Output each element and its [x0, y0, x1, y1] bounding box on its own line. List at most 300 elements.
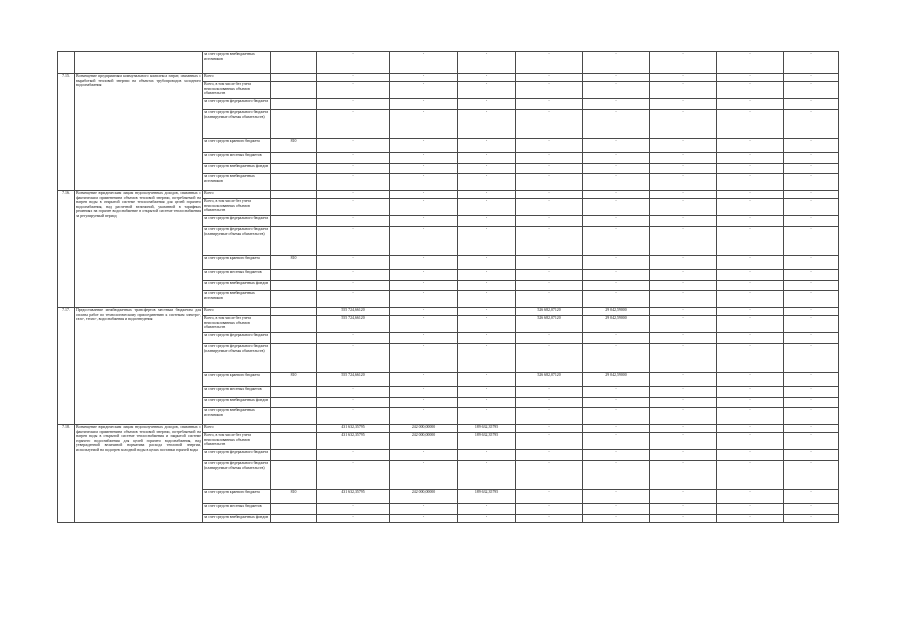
- value-cell: -: [583, 191, 650, 199]
- code-cell: [271, 515, 317, 523]
- value-cell: -: [717, 408, 784, 425]
- code-cell: [271, 308, 317, 316]
- value-cell: -: [317, 398, 390, 408]
- code-cell: [271, 74, 317, 82]
- value-cell: -: [516, 82, 583, 99]
- value-cell: -: [458, 398, 516, 408]
- table-row: [58, 74, 839, 82]
- code-cell: 810: [271, 373, 317, 387]
- value-cell: -: [784, 408, 839, 425]
- table-row: [58, 425, 839, 433]
- funding-source-cell: за счет средств краевого бюджета: [203, 139, 271, 153]
- value-cell: -: [458, 373, 516, 387]
- value-cell: -: [516, 291, 583, 308]
- value-cell: -: [317, 504, 390, 515]
- code-cell: [271, 344, 317, 373]
- value-cell: -: [650, 82, 717, 99]
- description-cell: [75, 52, 203, 74]
- value-cell: -: [458, 153, 516, 164]
- value-cell: -: [583, 433, 650, 450]
- value-cell: -: [650, 308, 717, 316]
- value-cell: -: [317, 281, 390, 291]
- value-cell: -: [717, 490, 784, 504]
- code-cell: [271, 461, 317, 490]
- value-cell: -: [784, 174, 839, 191]
- value-cell: -: [784, 74, 839, 82]
- value-cell: -: [784, 227, 839, 256]
- value-cell: -: [516, 461, 583, 490]
- value-cell: -: [650, 281, 717, 291]
- code-cell: [271, 398, 317, 408]
- budget-table: [57, 51, 839, 523]
- value-cell: -: [458, 316, 516, 333]
- funding-source-cell: Всего: [203, 74, 271, 82]
- value-cell: -: [458, 270, 516, 281]
- section-description: Возмещение предприятиям коммунального комплекса затрат, связанных с выработкой тепловой энергии на объектах трубопроводов холодного водоснабжения: [75, 74, 203, 191]
- value-cell: -: [650, 515, 717, 523]
- value-cell: -: [516, 408, 583, 425]
- value-cell: -: [784, 433, 839, 450]
- value-cell: -: [317, 515, 390, 523]
- funding-source-cell: за счет средств внебюджетных фондов: [203, 281, 271, 291]
- value-cell: -: [717, 174, 784, 191]
- value-cell: -: [717, 216, 784, 227]
- value-cell: -: [717, 515, 784, 523]
- value-cell: -: [390, 398, 458, 408]
- funding-source-cell: Всего, в том числе без учета неиспользованных объемов обязательств: [203, 199, 271, 216]
- value-cell: -: [784, 139, 839, 153]
- code-cell: [271, 52, 317, 74]
- value-cell: -: [458, 333, 516, 344]
- value-cell: -: [650, 227, 717, 256]
- funding-source-cell: за счет средств внебюджетных источников: [203, 291, 271, 308]
- value-cell: -: [650, 408, 717, 425]
- value-cell: -: [784, 373, 839, 387]
- value-cell: -: [390, 227, 458, 256]
- value-cell: -: [717, 433, 784, 450]
- value-cell: -: [717, 425, 784, 433]
- funding-source-cell: за счет средств местных бюджетов: [203, 153, 271, 164]
- value-cell: -: [317, 139, 390, 153]
- value-cell: -: [458, 504, 516, 515]
- value-cell: -: [784, 316, 839, 333]
- value-cell: -: [458, 408, 516, 425]
- value-cell: -: [458, 450, 516, 461]
- section-description: Предоставление межбюджетных трансфертов местным бюджетам для оплаты работ по технологическому присоединению к системам электро-, газо-, тепло-, водоснабжения и водоотведения: [75, 308, 203, 425]
- value-cell: -: [458, 308, 516, 316]
- value-cell: 526 682,07120: [516, 308, 583, 316]
- code-cell: 810: [271, 490, 317, 504]
- value-cell: -: [784, 99, 839, 110]
- value-cell: -: [458, 52, 516, 74]
- code-cell: [271, 110, 317, 139]
- value-cell: -: [390, 153, 458, 164]
- number-cell: [58, 52, 75, 74]
- value-cell: -: [717, 139, 784, 153]
- value-cell: -: [458, 139, 516, 153]
- value-cell: -: [583, 110, 650, 139]
- value-cell: -: [650, 191, 717, 199]
- value-cell: -: [390, 256, 458, 270]
- value-cell: -: [516, 387, 583, 398]
- value-cell: -: [784, 450, 839, 461]
- funding-source-cell: за счет средств федерального бюджета: [203, 99, 271, 110]
- value-cell: -: [784, 281, 839, 291]
- value-cell: -: [516, 74, 583, 82]
- code-cell: [271, 227, 317, 256]
- funding-source-cell: за счет средств внебюджетных источников: [203, 52, 271, 74]
- value-cell: -: [717, 153, 784, 164]
- value-cell: -: [784, 344, 839, 373]
- value-cell: -: [717, 291, 784, 308]
- value-cell: -: [650, 344, 717, 373]
- value-cell: -: [784, 270, 839, 281]
- value-cell: -: [650, 433, 717, 450]
- value-cell: -: [717, 256, 784, 270]
- value-cell: -: [317, 333, 390, 344]
- value-cell: -: [516, 227, 583, 256]
- value-cell: -: [390, 82, 458, 99]
- value-cell: -: [317, 408, 390, 425]
- value-cell: -: [458, 99, 516, 110]
- funding-source-cell: за счет средств федерального бюджета (планируемые объемы обязательств): [203, 110, 271, 139]
- value-cell: -: [717, 281, 784, 291]
- value-cell: -: [650, 387, 717, 398]
- funding-source-cell: за счет средств внебюджетных фондов: [203, 398, 271, 408]
- value-cell: -: [650, 74, 717, 82]
- value-cell: -: [317, 461, 390, 490]
- value-cell: -: [717, 398, 784, 408]
- value-cell: -: [583, 461, 650, 490]
- value-cell: -: [317, 110, 390, 139]
- funding-source-cell: Всего, в том числе без учета неиспользованных объемов обязательств: [203, 82, 271, 99]
- value-cell: -: [583, 387, 650, 398]
- value-cell: -: [717, 316, 784, 333]
- value-cell: -: [317, 344, 390, 373]
- value-cell: -: [650, 199, 717, 216]
- value-cell: -: [650, 256, 717, 270]
- value-cell: -: [784, 153, 839, 164]
- value-cell: -: [458, 256, 516, 270]
- value-cell: -: [583, 74, 650, 82]
- value-cell: -: [717, 344, 784, 373]
- value-cell: -: [583, 139, 650, 153]
- value-cell: -: [583, 82, 650, 99]
- value-cell: -: [458, 191, 516, 199]
- funding-source-cell: за счет средств внебюджетных источников: [203, 408, 271, 425]
- value-cell: -: [390, 191, 458, 199]
- value-cell: -: [516, 174, 583, 191]
- funding-source-cell: за счет средств местных бюджетов: [203, 270, 271, 281]
- value-cell: 555 724,66120: [317, 316, 390, 333]
- value-cell: 431 632,35795: [317, 490, 390, 504]
- value-cell: -: [390, 199, 458, 216]
- value-cell: -: [784, 504, 839, 515]
- funding-source-cell: Всего, в том числе без учета неиспользованных объемов обязательств: [203, 316, 271, 333]
- value-cell: -: [390, 344, 458, 373]
- funding-source-cell: за счет средств краевого бюджета: [203, 373, 271, 387]
- value-cell: -: [650, 52, 717, 74]
- value-cell: -: [650, 398, 717, 408]
- value-cell: -: [516, 344, 583, 373]
- value-cell: -: [516, 52, 583, 74]
- value-cell: -: [390, 450, 458, 461]
- funding-source-cell: за счет средств краевого бюджета: [203, 256, 271, 270]
- value-cell: 526 682,07120: [516, 373, 583, 387]
- code-cell: [271, 153, 317, 164]
- code-cell: [271, 164, 317, 174]
- value-cell: -: [784, 191, 839, 199]
- value-cell: -: [650, 316, 717, 333]
- value-cell: -: [317, 216, 390, 227]
- value-cell: 189 632,35795: [458, 425, 516, 433]
- value-cell: -: [650, 216, 717, 227]
- value-cell: -: [717, 82, 784, 99]
- value-cell: -: [784, 199, 839, 216]
- value-cell: 189 632,35795: [458, 490, 516, 504]
- code-cell: 810: [271, 256, 317, 270]
- value-cell: -: [458, 174, 516, 191]
- table-body: [58, 52, 839, 523]
- value-cell: -: [390, 316, 458, 333]
- value-cell: -: [784, 425, 839, 433]
- value-cell: -: [650, 270, 717, 281]
- code-cell: [271, 99, 317, 110]
- value-cell: -: [458, 82, 516, 99]
- value-cell: -: [516, 139, 583, 153]
- value-cell: -: [390, 270, 458, 281]
- value-cell: -: [650, 139, 717, 153]
- value-cell: -: [650, 164, 717, 174]
- value-cell: -: [583, 164, 650, 174]
- value-cell: -: [784, 515, 839, 523]
- value-cell: -: [390, 174, 458, 191]
- value-cell: -: [583, 227, 650, 256]
- value-cell: -: [390, 308, 458, 316]
- code-cell: [271, 333, 317, 344]
- value-cell: -: [583, 425, 650, 433]
- value-cell: -: [390, 164, 458, 174]
- value-cell: -: [717, 52, 784, 74]
- value-cell: -: [717, 450, 784, 461]
- funding-source-cell: за счет средств краевого бюджета: [203, 490, 271, 504]
- value-cell: -: [717, 227, 784, 256]
- funding-source-cell: Всего: [203, 425, 271, 433]
- value-cell: 29 042,59000: [583, 308, 650, 316]
- value-cell: -: [458, 344, 516, 373]
- value-cell: -: [458, 164, 516, 174]
- value-cell: -: [317, 74, 390, 82]
- value-cell: -: [317, 82, 390, 99]
- funding-source-cell: за счет средств местных бюджетов: [203, 504, 271, 515]
- value-cell: -: [458, 227, 516, 256]
- value-cell: -: [583, 408, 650, 425]
- value-cell: -: [516, 270, 583, 281]
- value-cell: -: [390, 291, 458, 308]
- code-cell: [271, 425, 317, 433]
- value-cell: -: [317, 52, 390, 74]
- code-cell: [271, 216, 317, 227]
- value-cell: 189 632,35795: [458, 433, 516, 450]
- table-row: [58, 308, 839, 316]
- value-cell: -: [583, 515, 650, 523]
- funding-source-cell: Всего, в том числе без учета неиспользованных объемов обязательств: [203, 433, 271, 450]
- funding-source-cell: за счет средств федерального бюджета (планируемые объемы обязательств): [203, 344, 271, 373]
- value-cell: -: [583, 333, 650, 344]
- value-cell: -: [390, 373, 458, 387]
- funding-source-cell: за счет средств федерального бюджета: [203, 333, 271, 344]
- value-cell: -: [458, 461, 516, 490]
- value-cell: -: [516, 333, 583, 344]
- value-cell: -: [583, 153, 650, 164]
- value-cell: -: [650, 425, 717, 433]
- value-cell: -: [650, 333, 717, 344]
- value-cell: -: [650, 110, 717, 139]
- table-row: [58, 52, 839, 74]
- value-cell: -: [317, 270, 390, 281]
- value-cell: -: [717, 373, 784, 387]
- section-number: 7.16.: [58, 191, 75, 308]
- code-cell: [271, 281, 317, 291]
- value-cell: -: [458, 199, 516, 216]
- value-cell: -: [784, 398, 839, 408]
- value-cell: -: [650, 291, 717, 308]
- value-cell: -: [516, 398, 583, 408]
- value-cell: -: [390, 387, 458, 398]
- code-cell: [271, 191, 317, 199]
- code-cell: [271, 433, 317, 450]
- value-cell: -: [317, 291, 390, 308]
- value-cell: -: [717, 191, 784, 199]
- value-cell: -: [784, 82, 839, 99]
- value-cell: -: [458, 74, 516, 82]
- value-cell: -: [516, 450, 583, 461]
- code-cell: 810: [271, 139, 317, 153]
- value-cell: -: [458, 110, 516, 139]
- value-cell: -: [516, 99, 583, 110]
- value-cell: -: [390, 216, 458, 227]
- funding-source-cell: Всего: [203, 308, 271, 316]
- value-cell: -: [390, 408, 458, 425]
- value-cell: 555 724,66120: [317, 308, 390, 316]
- value-cell: -: [717, 199, 784, 216]
- value-cell: -: [784, 308, 839, 316]
- value-cell: -: [458, 515, 516, 523]
- value-cell: -: [317, 191, 390, 199]
- value-cell: -: [650, 99, 717, 110]
- value-cell: -: [458, 281, 516, 291]
- section-description: Возмещение юридическим лицам недополученных доходов, связанных с фактическим применением объемов тепловой энергии, потребляемой на нагрев воды в открытой системе теплоснабжения для целей горячего водоснабжения, над расчетной величиной, указанной в тарифных решениях на горячее водоснабжение в открытой системе теплоснабжения за регулируемый период: [75, 191, 203, 308]
- value-cell: 431 632,35795: [317, 433, 390, 450]
- value-cell: -: [390, 333, 458, 344]
- value-cell: -: [784, 110, 839, 139]
- value-cell: -: [516, 216, 583, 227]
- value-cell: -: [784, 333, 839, 344]
- value-cell: -: [717, 74, 784, 82]
- funding-source-cell: за счет средств федерального бюджета: [203, 216, 271, 227]
- value-cell: 242 000,00000: [390, 425, 458, 433]
- value-cell: -: [583, 504, 650, 515]
- value-cell: -: [317, 387, 390, 398]
- value-cell: 242 000,00000: [390, 490, 458, 504]
- value-cell: -: [516, 256, 583, 270]
- value-cell: -: [784, 164, 839, 174]
- value-cell: -: [390, 461, 458, 490]
- section-description: Возмещение юридическим лицам недополученных доходов, связанных с фактическим применением объемов тепловой энергии, потребляемой на нагрев воды в открытой системе теплоснабжения и закрытой системе горячего водоснабжения для целей горячего водоснабжения, над утвержденной величиной норматива расхода тепловой энергии, используемой на подогрев холодной воды в целях поставки горячей воды: [75, 425, 203, 523]
- value-cell: -: [458, 387, 516, 398]
- value-cell: -: [583, 450, 650, 461]
- value-cell: -: [317, 153, 390, 164]
- value-cell: -: [583, 99, 650, 110]
- value-cell: -: [650, 174, 717, 191]
- value-cell: -: [516, 504, 583, 515]
- value-cell: -: [650, 373, 717, 387]
- value-cell: -: [784, 291, 839, 308]
- funding-source-cell: за счет средств местных бюджетов: [203, 387, 271, 398]
- value-cell: -: [516, 425, 583, 433]
- value-cell: -: [516, 191, 583, 199]
- value-cell: -: [516, 281, 583, 291]
- value-cell: -: [317, 164, 390, 174]
- value-cell: -: [390, 504, 458, 515]
- code-cell: [271, 291, 317, 308]
- value-cell: 526 682,07120: [516, 316, 583, 333]
- value-cell: -: [516, 515, 583, 523]
- value-cell: -: [784, 216, 839, 227]
- value-cell: -: [650, 450, 717, 461]
- code-cell: [271, 450, 317, 461]
- value-cell: -: [583, 52, 650, 74]
- funding-source-cell: за счет средств внебюджетных фондов: [203, 515, 271, 523]
- code-cell: [271, 270, 317, 281]
- value-cell: -: [717, 333, 784, 344]
- value-cell: -: [583, 490, 650, 504]
- funding-source-cell: за счет средств внебюджетных фондов: [203, 164, 271, 174]
- value-cell: -: [583, 216, 650, 227]
- code-cell: [271, 316, 317, 333]
- table-row: [58, 191, 839, 199]
- value-cell: -: [650, 504, 717, 515]
- value-cell: -: [516, 110, 583, 139]
- value-cell: -: [583, 291, 650, 308]
- value-cell: -: [717, 461, 784, 490]
- value-cell: -: [650, 153, 717, 164]
- value-cell: -: [717, 110, 784, 139]
- funding-source-cell: за счет средств федерального бюджета: [203, 450, 271, 461]
- value-cell: -: [458, 291, 516, 308]
- value-cell: -: [583, 344, 650, 373]
- value-cell: -: [717, 387, 784, 398]
- value-cell: -: [650, 490, 717, 504]
- funding-source-cell: за счет средств федерального бюджета (планируемые объемы обязательств): [203, 461, 271, 490]
- value-cell: -: [390, 74, 458, 82]
- value-cell: -: [390, 515, 458, 523]
- value-cell: -: [583, 281, 650, 291]
- value-cell: -: [583, 199, 650, 216]
- value-cell: -: [717, 164, 784, 174]
- value-cell: -: [317, 450, 390, 461]
- value-cell: -: [784, 490, 839, 504]
- value-cell: -: [458, 216, 516, 227]
- value-cell: -: [717, 308, 784, 316]
- value-cell: -: [390, 52, 458, 74]
- funding-source-cell: Всего: [203, 191, 271, 199]
- section-number: 7.17.: [58, 308, 75, 425]
- code-cell: [271, 387, 317, 398]
- value-cell: -: [317, 174, 390, 191]
- value-cell: -: [317, 199, 390, 216]
- value-cell: -: [516, 433, 583, 450]
